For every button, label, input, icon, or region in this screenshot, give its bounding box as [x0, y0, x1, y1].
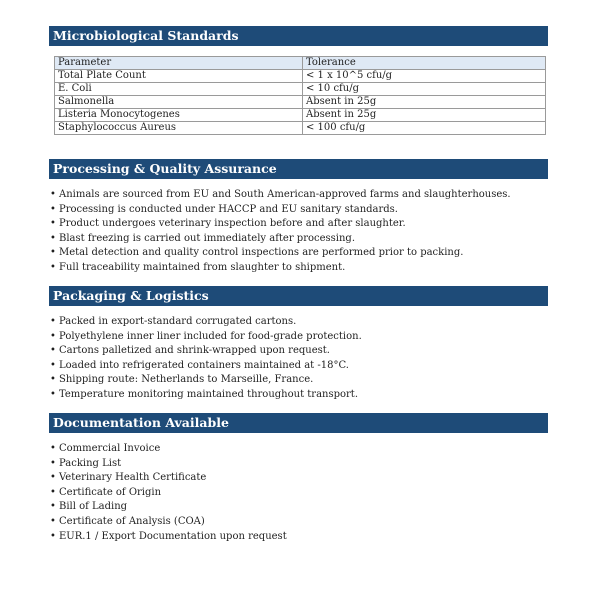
table-row	[55, 96, 546, 109]
table-cell-parameter: E. Coli	[55, 83, 303, 96]
list-item: • Processing is conducted under HACCP and EU sanitary standards.	[50, 203, 511, 218]
table-cell-tolerance: < 1 x 10^5 cfu/g	[303, 70, 546, 83]
packaging-logistics-heading: Packaging & Logistics	[49, 286, 548, 306]
table-row	[55, 122, 546, 135]
table-cell-parameter: Salmonella	[55, 96, 303, 109]
processing-quality-heading: Processing & Quality Assurance	[49, 159, 548, 179]
list-item: • Veterinary Health Certificate	[50, 471, 287, 486]
list-item: • Product undergoes veterinary inspection before and after slaughter.	[50, 217, 511, 232]
table-cell-parameter: Total Plate Count	[55, 70, 303, 83]
documentation-heading: Documentation Available	[49, 413, 548, 433]
list-item: • Loaded into refrigerated containers maintained at -18°C.	[50, 359, 362, 374]
table-row	[55, 83, 546, 96]
table-header-row	[55, 57, 546, 70]
table-row	[55, 109, 546, 122]
list-item: • Commercial Invoice	[50, 442, 287, 457]
table-cell-parameter: Listeria Monocytogenes	[55, 109, 303, 122]
table-header-tolerance: Tolerance	[303, 57, 546, 70]
documentation-list	[50, 442, 287, 544]
microbiological-standards-table	[54, 56, 546, 135]
microbiological-standards-heading: Microbiological Standards	[49, 26, 548, 46]
list-item: • Packed in export-standard corrugated cartons.	[50, 315, 362, 330]
list-item: • Temperature monitoring maintained throughout transport.	[50, 388, 362, 403]
list-item: • Shipping route: Netherlands to Marseille, France.	[50, 373, 362, 388]
table-cell-tolerance: < 10 cfu/g	[303, 83, 546, 96]
table-cell-tolerance: Absent in 25g	[303, 96, 546, 109]
table-cell-tolerance: Absent in 25g	[303, 109, 546, 122]
table-header-parameter: Parameter	[55, 57, 303, 70]
list-item: • Certificate of Origin	[50, 486, 287, 501]
table-row	[55, 70, 546, 83]
table-cell-parameter: Staphylococcus Aureus	[55, 122, 303, 135]
list-item: • Certificate of Analysis (COA)	[50, 515, 287, 530]
list-item: • Animals are sourced from EU and South American-approved farms and slaughterhouses.	[50, 188, 511, 203]
list-item: • Metal detection and quality control inspections are performed prior to packing.	[50, 246, 511, 261]
list-item: • EUR.1 / Export Documentation upon request	[50, 530, 287, 545]
packaging-list	[50, 315, 362, 403]
list-item: • Full traceability maintained from slaughter to shipment.	[50, 261, 511, 276]
list-item: • Blast freezing is carried out immediately after processing.	[50, 232, 511, 247]
list-item: • Packing List	[50, 457, 287, 472]
table-cell-tolerance: < 100 cfu/g	[303, 122, 546, 135]
list-item: • Cartons palletized and shrink-wrapped upon request.	[50, 344, 362, 359]
processing-list	[50, 188, 511, 276]
list-item: • Polyethylene inner liner included for food-grade protection.	[50, 330, 362, 345]
list-item: • Bill of Lading	[50, 500, 287, 515]
